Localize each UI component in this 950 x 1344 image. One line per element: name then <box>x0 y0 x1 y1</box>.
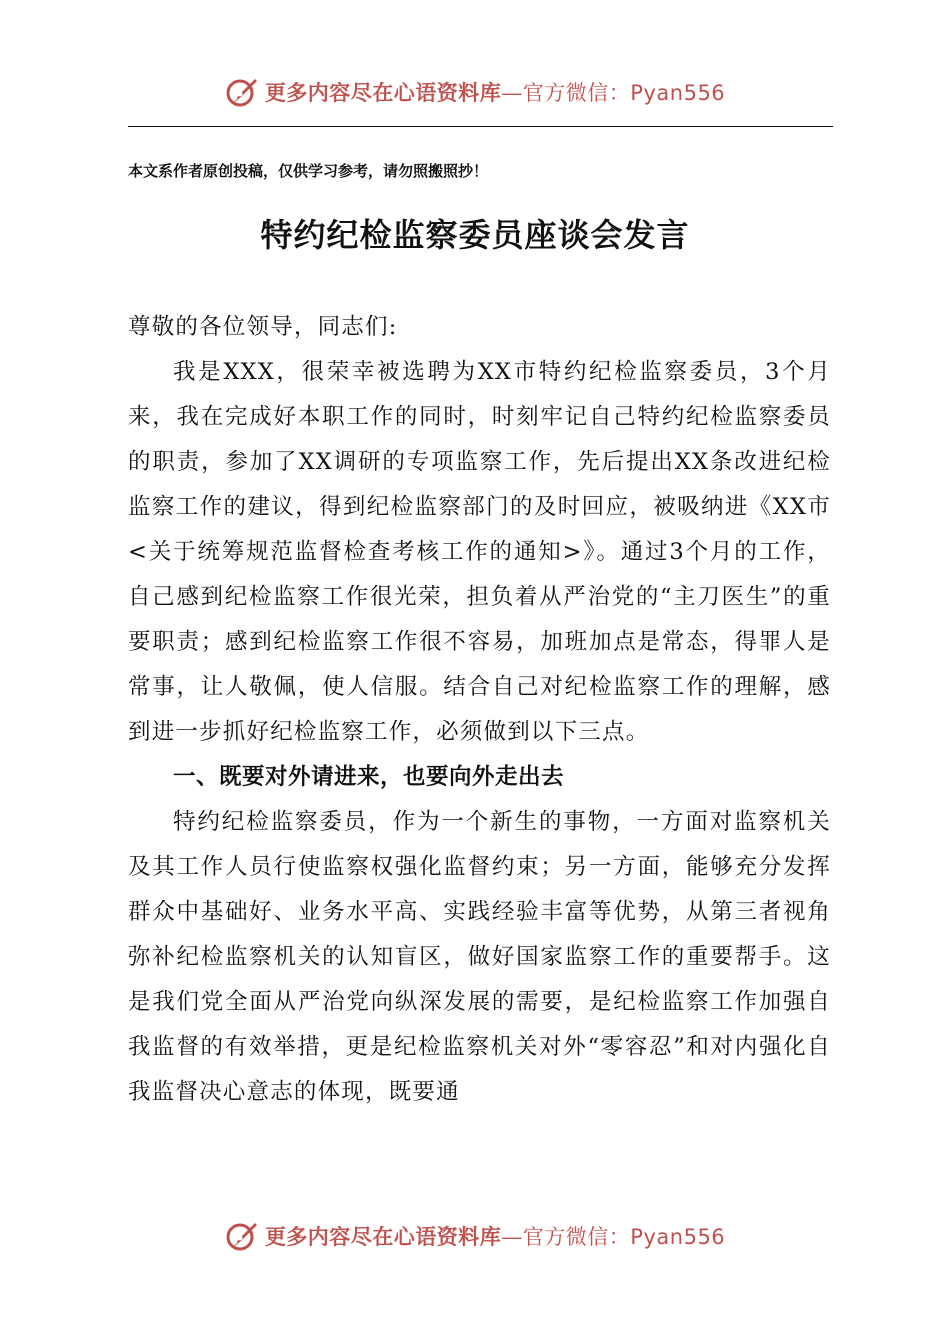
document-body <box>128 305 831 1115</box>
footer-banner-text: 更多内容尽在心语资料库—官方微信：Pyan556 <box>264 1224 726 1249</box>
document-title: 特约纪检监察委员座谈会发言 <box>260 216 690 254</box>
header-banner <box>0 70 950 114</box>
pen-nib-logo-icon <box>225 1219 259 1253</box>
footer-banner <box>0 1214 950 1258</box>
header-divider <box>128 126 833 127</box>
header-banner-text: 更多内容尽在心语资料库—官方微信：Pyan556 <box>264 80 726 105</box>
salutation: 尊敬的各位领导，同志们: <box>128 314 398 340</box>
section-heading-1: 一、既要对外请进来，也要向外走出去 <box>173 764 565 790</box>
paragraph-2: 特约纪检监察委员，作为一个新生的事物，一方面对监察机关及其工作人员行使监察权强化监督约束；另一方面，能够充分发挥群众中基础好、业务水平高、实践经验丰富等优势，从第三者视角弥补纪检监察机关的认知盲区，做好国家监察工作的重要帮手。这是我们党全面从严治党向纵深发展的需要，是纪检监察工作加强自我监督的有效举措，更是纪检监察机关对外“零容忍”和对内强化自我监督决心意志的体现，既要通 <box>128 809 831 1105</box>
pen-nib-logo-icon <box>225 75 259 109</box>
paragraph-1: 我是XXX，很荣幸被选聘为XX市特约纪检监察委员，3个月来，我在完成好本职工作的同时，时刻牢记自己特约纪检监察委员的职责，参加了XX调研的专项监察工作，先后提出XX条改进纪检监察工作的建议，得到纪检监察部门的及时回应，被吸纳进《XX市<关于统筹规范监督检查考核工作的通知>》。通过3个月的工作，自己感到纪检监察工作很光荣，担负着从严治党的“主刀医生”的重要职责；感到纪检监察工作很不容易，加班加点是常态，得罪人是常事，让人敬佩，使人信服。结合自己对纪检监察工作的理解，感到进一步抓好纪检监察工作，必须做到以下三点。 <box>128 359 831 745</box>
copyright-notice: 本文系作者原创投稿，仅供学习参考，请勿照搬照抄！ <box>128 162 489 180</box>
